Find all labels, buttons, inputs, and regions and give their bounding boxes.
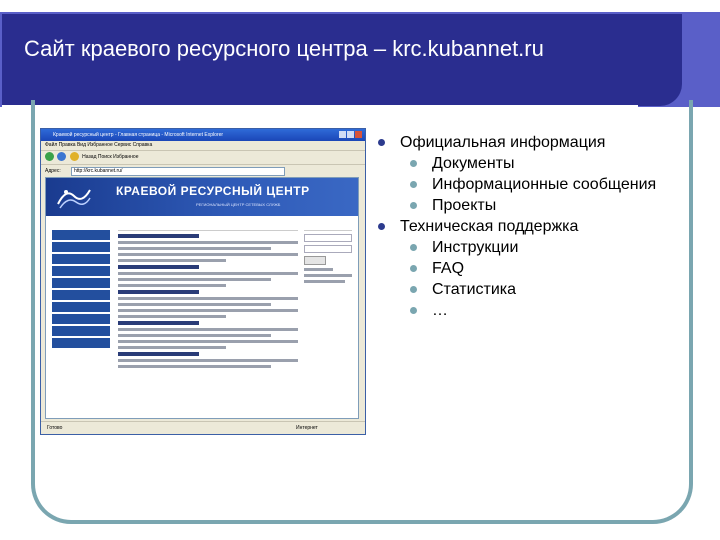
- browser-toolbar: [41, 150, 365, 164]
- maximize-icon: [347, 131, 354, 138]
- title-box: [2, 14, 682, 106]
- bullet-icon: [410, 160, 417, 167]
- nav-item: [52, 314, 110, 324]
- bullet-text: Инструкции: [432, 239, 519, 256]
- address-label: Адрес:: [45, 168, 61, 174]
- bullet-item: [374, 153, 694, 174]
- text-line: [118, 359, 298, 362]
- text-line: [118, 259, 226, 262]
- bullet-item: [374, 195, 694, 216]
- bullet-icon: [378, 139, 385, 146]
- website-screenshot: [40, 128, 366, 435]
- nav-item: [52, 278, 110, 288]
- bullet-icon: [410, 244, 417, 251]
- bullet-icon: [378, 223, 385, 230]
- text-line: [118, 328, 298, 331]
- bullet-text: Информационные сообщения: [432, 176, 657, 193]
- status-text: Готово: [47, 425, 63, 431]
- text-line: [118, 365, 271, 368]
- address-bar: [41, 164, 365, 177]
- bullet-text: Официальная информация: [400, 134, 606, 151]
- nav-item: [52, 290, 110, 300]
- title-banner: [0, 12, 720, 107]
- text-line: [118, 272, 298, 275]
- nav-heading: [52, 222, 110, 230]
- bullet-icon: [410, 202, 417, 209]
- window-controls: [338, 131, 362, 139]
- main-heading: [118, 222, 298, 231]
- login-field: [304, 234, 352, 242]
- bullet-text: Проекты: [432, 197, 497, 214]
- text-line: [118, 303, 271, 306]
- site-header: [46, 178, 358, 216]
- text-line: [118, 309, 298, 312]
- nav-item: [52, 302, 110, 312]
- text-line: [118, 247, 271, 250]
- bullet-item: [374, 258, 694, 279]
- bullet-icon: [410, 265, 417, 272]
- search-icon: [57, 152, 66, 161]
- browser-statusbar: [41, 421, 366, 434]
- bullet-text: …: [432, 302, 448, 319]
- bullet-item: [374, 300, 694, 321]
- browser-menubar: Файл Правка Вид Избранное Сервис Справка: [45, 142, 153, 148]
- nav-item: [52, 230, 110, 240]
- text-line: [304, 268, 333, 271]
- nav-item: [52, 254, 110, 264]
- text-line: [118, 253, 298, 256]
- browser-titlebar: [41, 129, 365, 141]
- site-right-column: [304, 222, 352, 362]
- site-title: КРАЕВОЙ РЕСУРСНЫЙ ЦЕНТР: [116, 184, 310, 198]
- bullet-text: Документы: [432, 155, 515, 172]
- text-line: [118, 278, 271, 281]
- bullet-list: [374, 132, 694, 321]
- text-line: [118, 297, 298, 300]
- text-line: [118, 241, 298, 244]
- bullet-icon: [410, 307, 417, 314]
- login-heading: [304, 222, 352, 231]
- bullet-item: [374, 279, 694, 300]
- site-left-nav: [52, 222, 110, 412]
- bullet-text: FAQ: [432, 260, 465, 277]
- back-icon: [45, 152, 54, 161]
- text-line: [304, 274, 352, 277]
- text-line: [118, 321, 199, 325]
- toolbar-labels: Назад Поиск Избранное: [82, 154, 139, 160]
- bullet-text: Техническая поддержка: [400, 218, 579, 235]
- text-line: [118, 315, 226, 318]
- address-field: http://krc.kubannet.ru/: [71, 167, 285, 176]
- favorites-icon: [70, 152, 79, 161]
- text-line: [118, 352, 199, 356]
- text-line: [304, 280, 345, 283]
- zone-text: Интернет: [296, 425, 318, 431]
- text-line: [118, 290, 199, 294]
- web-page: [45, 177, 359, 419]
- nav-item: [52, 266, 110, 276]
- bullet-item: [374, 216, 694, 237]
- bullet-text: Статистика: [432, 281, 517, 298]
- close-icon: [355, 131, 362, 138]
- bullet-item: [374, 132, 694, 153]
- text-line: [118, 346, 226, 349]
- slide-title: Сайт краевого ресурсного центра – krc.kubannet.ru: [24, 36, 544, 61]
- bullet-icon: [410, 286, 417, 293]
- bullet-item: [374, 174, 694, 195]
- text-line: [118, 284, 226, 287]
- bullet-item: [374, 237, 694, 258]
- bullet-icon: [410, 181, 417, 188]
- minimize-icon: [339, 131, 346, 138]
- text-line: [118, 334, 271, 337]
- text-line: [118, 265, 199, 269]
- text-line: [118, 234, 199, 238]
- text-line: [118, 340, 298, 343]
- login-button: [304, 256, 326, 265]
- nav-item: [52, 242, 110, 252]
- password-field: [304, 245, 352, 253]
- site-subtitle: РЕГИОНАЛЬНЫЙ ЦЕНТР СЕТЕВЫХ СЛУЖБ: [196, 202, 281, 207]
- site-logo-icon: [54, 182, 94, 212]
- browser-window-title: Краевой ресурсный центр - Главная страница - Microsoft Internet Explorer: [53, 132, 224, 138]
- site-main-content: [118, 222, 298, 414]
- nav-item: [52, 326, 110, 336]
- nav-item: [52, 338, 110, 348]
